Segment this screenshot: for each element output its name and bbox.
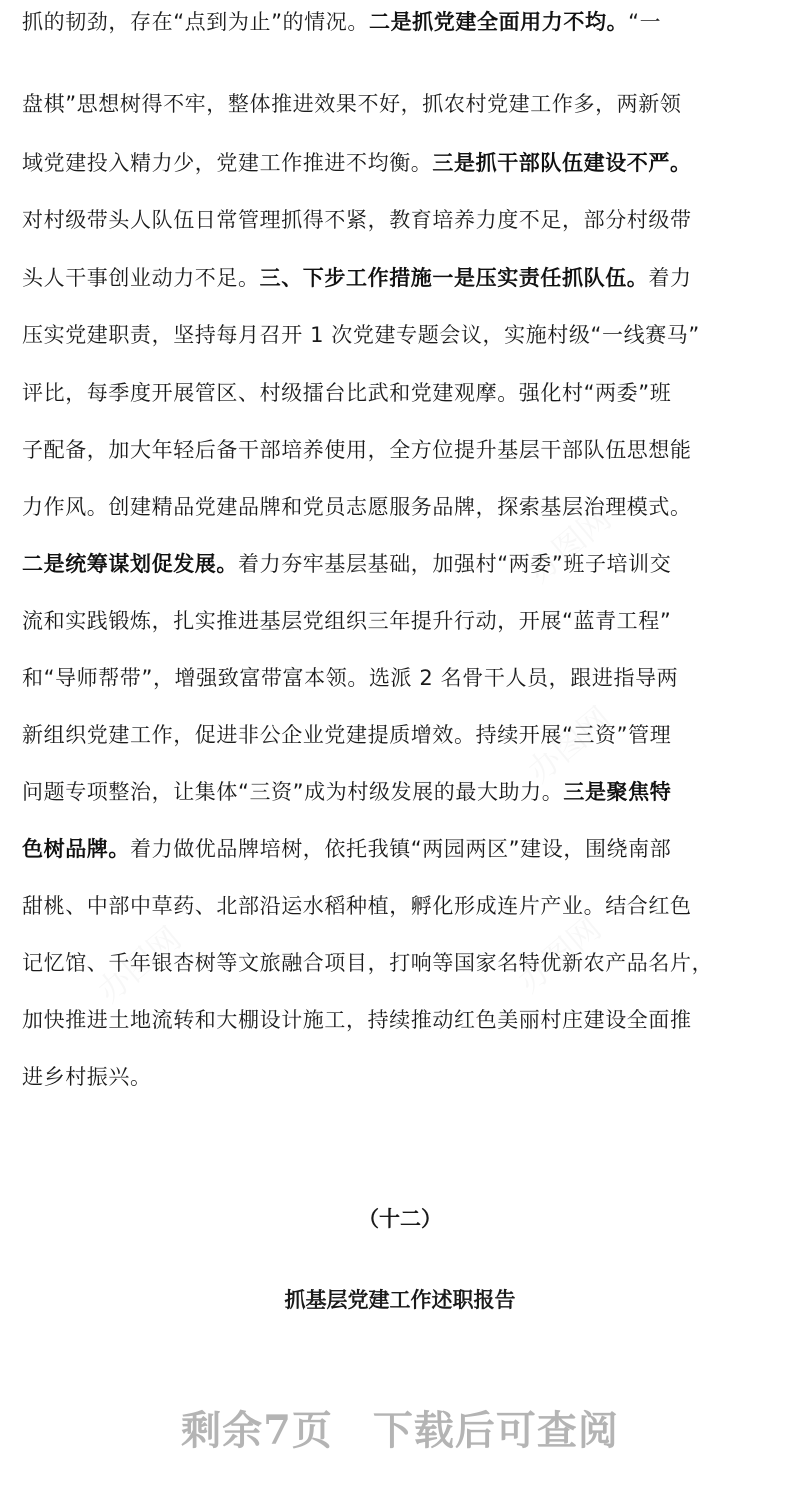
text-line (22, 662, 778, 694)
text-line (22, 377, 778, 409)
text-segment: 问题专项整治，让集体“三资”成为村级发展的最大助力。 (22, 780, 564, 804)
text-line (22, 890, 778, 922)
text-line (22, 319, 778, 351)
text-segment: 力作风。创建精品党建品牌和党员志愿服务品牌，探索基层治理模式。 (22, 495, 692, 519)
text-segment: 甜桃、中部中草药、北部沿运水稻种植，孵化形成连片产业。结合红色 (22, 894, 692, 918)
text-line (22, 147, 778, 179)
bold-heading-segment: 三是聚焦特 (563, 780, 672, 804)
text-segment: 加快推进土地流转和大棚设计施工，持续推动红色美丽村庄建设全面推 (22, 1008, 692, 1032)
text-line (22, 88, 778, 120)
section-title: 抓基层党建工作述职报告 (284, 1288, 516, 1312)
bold-heading-segment: 三是抓干部队伍建设不严。 (432, 151, 692, 175)
text-segment: 和“导师帮带”，增强致富带富本领。选派 2 名骨干人员，跟进指导两 (22, 666, 679, 690)
watermark: 办图网 (520, 499, 619, 590)
bold-heading-segment: 三、下步工作措施一是压实责任抓队伍。 (259, 266, 649, 290)
remaining-pages-label: 剩余7页 (181, 1407, 333, 1454)
text-line (22, 1004, 778, 1036)
text-segment: “一 (628, 10, 662, 34)
text-segment: 着力 (648, 266, 692, 290)
section-number: （十二） (358, 1207, 442, 1231)
text-segment: 评比，每季度开展管区、村级擂台比武和党建观摩。强化村“两委”班 (22, 381, 672, 405)
text-line (22, 776, 778, 808)
text-line (22, 1061, 778, 1093)
text-segment: 域党建投入精力少，党建工作推进不均衡。 (22, 151, 433, 175)
text-segment: 头人干事创业动力不足。 (22, 266, 260, 290)
text-line (22, 605, 778, 637)
text-segment: 对村级带头人队伍日常管理抓得不紧，教育培养力度不足，部分村级带 (22, 208, 692, 232)
text-line (22, 262, 778, 294)
text-segment: 抓的韧劲，存在“点到为止”的情况。 (22, 10, 369, 34)
bold-heading-segment: 二是抓党建全面用力不均。 (368, 10, 629, 34)
text-segment: 新组织党建工作，促进非公企业党建提质增效。持续开展“三资”管理 (22, 723, 672, 747)
watermark: 办图网 (510, 909, 609, 1000)
text-segment: 流和实践锻炼，扎实推进基层党组织三年提升行动，开展“蓝青工程” (22, 609, 672, 633)
text-segment: 着力做优品牌培树，依托我镇“两园两区”建设，围绕南部 (130, 837, 672, 861)
text-line (22, 947, 778, 979)
text-segment: 盘棋”思想树得不牢，整体推进效果不好，抓农村党建工作多，两新领 (22, 92, 682, 116)
text-line (22, 6, 778, 38)
watermark: 办图网 (520, 699, 619, 790)
text-line (22, 204, 778, 236)
text-line (22, 719, 778, 751)
text-segment: 压实党建职责，坚持每月召开 1 次党建专题会议，实施村级“一线赛马” (22, 323, 700, 347)
bold-heading-segment: 二是统筹谋划促发展。 (22, 552, 238, 576)
watermark: 办图网 (90, 919, 189, 1010)
text-line (22, 491, 778, 523)
text-line (22, 434, 778, 466)
text-segment: 记忆馆、千年银杏树等文旅融合项目，打响等国家名特优新农产品名片， (22, 951, 714, 975)
text-segment: 进乡村振兴。 (22, 1065, 152, 1089)
text-segment: 子配备，加大年轻后备干部培养使用，全方位提升基层干部队伍思想能 (22, 438, 692, 462)
text-line (22, 548, 778, 580)
download-to-read-label: 下载后可查阅 (372, 1407, 619, 1454)
text-line (22, 833, 778, 865)
download-prompt[interactable] (0, 1406, 800, 1456)
bold-heading-segment: 色树品牌。 (22, 837, 130, 861)
text-segment: 着力夯牢基层基础，加强村“两委”班子培训交 (238, 552, 672, 576)
